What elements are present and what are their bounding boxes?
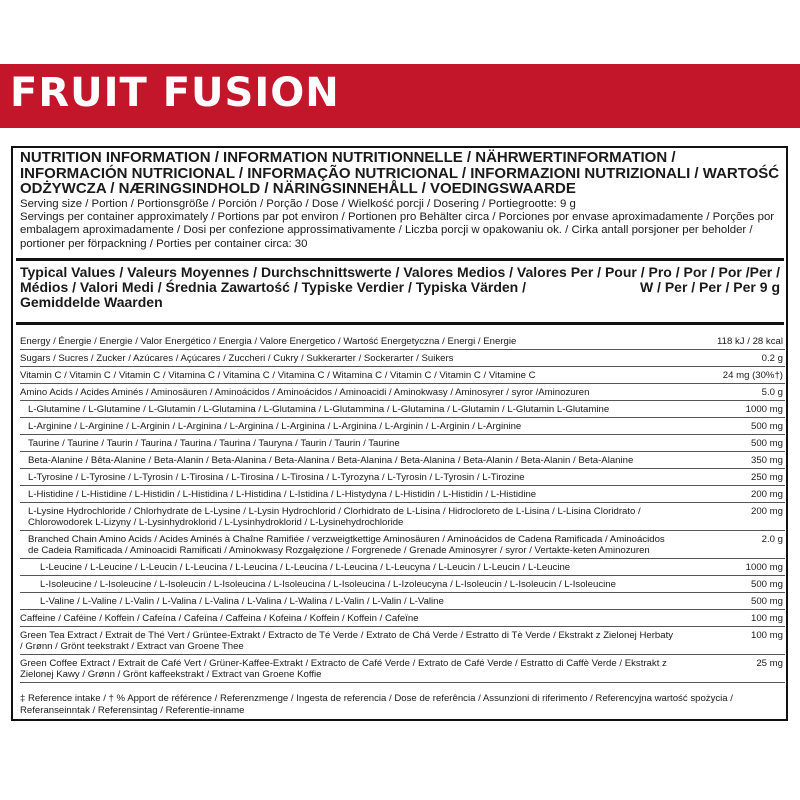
serving-info [20, 198, 780, 251]
table-row [20, 627, 785, 655]
nutrient-name: Green Coffee Extract / Extrait de Café Vert / Grüner-Kaffee-Extrakt / Extracto de Café Verde / Extrato de Café Verde / Estratto di Caffè Verde / Ekstrakt z Zielonej Kawy / Grønn / Grönt kaffeekstrakt / Extract van Groene Koffie [20, 658, 667, 680]
nutrient-name: Vitamin C / Vitamin C / Vitamin C / Vitamina C / Vitamina C / Vitamina C / Witamina C / Vitamin C / Vitamin C / Vitamine C [20, 370, 536, 381]
nutrient-name: Taurine / Taurine / Taurin / Taurina / Taurina / Taurina / Tauryna / Taurin / Taurin / Taurine [28, 438, 400, 449]
table-row [20, 469, 785, 486]
table-row [20, 593, 785, 610]
table-row [20, 576, 785, 593]
table-row [20, 384, 785, 401]
nutrient-value: 24 mg (30%†) [722, 370, 783, 381]
nutrient-value: 500 mg [751, 579, 783, 590]
divider-top [16, 258, 784, 261]
nutrient-value: 500 mg [751, 421, 783, 432]
nutrient-name: Caffeine / Caféine / Koffein / Cafeína / Cafeína / Caffeina / Kofeina / Koffein / Koffein / Cafeïne [20, 613, 419, 624]
nutrient-value: 0.2 g [761, 353, 783, 364]
nutrient-value: 1000 mg [745, 562, 783, 573]
typical-values-label: Typical Values / Valeurs Moyennes / Durchschnittswerte / Valores Medios / Valores Médios / Valori Medi / Średnia Zawartość / Typiske Verdier / Typiska Värden / Gemiddelde Waarden [20, 264, 567, 310]
table-row [20, 559, 785, 576]
table-row [20, 367, 785, 384]
nutrient-name: L-Valine / L-Valine / L-Valin / L-Valina / L-Valina / L-Valina / L-Walina / L-Valin / L-Valin / L-Valine [40, 596, 444, 607]
nutrient-name: L-Tyrosine / L-Tyrosine / L-Tyrosin / L-Tirosina / L-Tirosina / L-Tirosina / L-Tyrozyna / L-Tyrosin / L-Tyrosin / L-Tirozine [28, 472, 525, 483]
footnote: ‡ Reference intake / † % Apport de référence / Referenzmenge / Ingesta de referencia / Dose de referência / Assunzioni di riferimento / Referencyjna wartość spożycia / Referanseinntak / Referensintag / Referentie-inname [20, 693, 733, 716]
nutrient-value: 118 kJ / 28 kcal [717, 336, 783, 347]
table-row [20, 655, 785, 683]
table-row [20, 401, 785, 418]
nutrient-value: 1000 mg [745, 404, 783, 415]
nutrient-value: 200 mg [751, 506, 783, 517]
nutrition-table [20, 333, 785, 683]
nutrition-heading: NUTRITION INFORMATION / INFORMATION NUTRITIONNELLE / NÄHRWERTINFORMATION / INFORMACIÓN NUTRICIONAL / INFORMAÇÃO NUTRICIONAL / INFORMAZIONI NUTRIZIONALI / WARTOŚĆ ODŻYWCZA / NÆRINGSINDHOLD / NÄRINGSINNEHÅLL / VOEDINGSWAARDE [20, 149, 780, 197]
nutrient-value: 500 mg [751, 438, 783, 449]
nutrient-name: L-Lysine Hydrochloride / Chlorhydrate de L-Lysine / L-Lysin Hydrochlorid / Clorhidrato de L-Lisina / Hidrocloreto de L-Lisina / L-Lisina Cloridrato / Chlorowodorek L-Lizyny / L-Lysinhydroklorid / L-Lysinhydroklorid / L-Lysinehydrochloride [28, 506, 641, 528]
nutrient-name: L-Glutamine / L-Glutamine / L-Glutamin / L-Glutamina / L-Glutamina / L-Glutammina / L-Glutamina / L-Glutamin / L-Glutamin L-Glutamine [28, 404, 610, 415]
table-row [20, 610, 785, 627]
table-row [20, 503, 785, 531]
nutrient-value: 350 mg [751, 455, 783, 466]
nutrient-name: Amino Acids / Acides Aminés / Aminosäuren / Aminoácidos / Aminoácidos / Aminoacidi / Aminokwasy / Aminosyrer / syror /Aminozuren [20, 387, 590, 398]
nutrient-value: 2.0 g [761, 534, 783, 545]
table-row [20, 333, 785, 350]
table-row [20, 452, 785, 469]
table-row [20, 350, 785, 367]
nutrient-name: L-Leucine / L-Leucine / L-Leucin / L-Leucina / L-Leucina / L-Leucina / L-Leucina / L-Leucyna / L-Leucin / L-Leucin / L-Leucine [40, 562, 571, 573]
table-row [20, 418, 785, 435]
nutrient-name: Branched Chain Amino Acids / Acides Aminés à Chaîne Ramifiée / verzweigtkettige Aminosäuren / Aminoácidos de Cadena Ramificada / Aminoácidos de Cadeia Ramificada / Aminoacidi Ramificati / Aminokwasy Rozgałęzione / Forgrenede / Grenade Aminosyrer / syror / Vertakte-keten Aminozuren [28, 534, 665, 556]
nutrient-name: Sugars / Sucres / Zucker / Azúcares / Açúcares / Zuccheri / Cukry / Sukkerarter / Sockerarter / Suikers [20, 353, 454, 364]
nutrient-name: L-Isoleucine / L-Isoleucine / L-Isoleucin / L-Isoleucina / L-Isoleucina / L-Isoleucina / L-Izoleucyna / L-Isoleucin / L-Isoleucin / L-Isoleucine [40, 579, 616, 590]
table-row [20, 486, 785, 503]
nutrient-name: L-Histidine / L-Histidine / L-Histidin / L-Histidina / L-Histidina / L-Istidina / L-Histydyna / L-Histidin / L-Histidin / L-Histidine [28, 489, 537, 500]
nutrient-name: Energy / Énergie / Energie / Valor Energético / Energia / Valore Energetico / Wartość Energetyczna / Energi / Energie [20, 336, 517, 347]
per-serving-label: Per / Pour / Pro / Por / Por /Per / W / Per / Per / Per 9 g [570, 264, 780, 295]
nutrient-value: 25 mg [756, 658, 783, 669]
nutrient-name: Green Tea Extract / Extrait de Thé Vert / Grüntee-Extrakt / Extracto de Té Verde / Extrato de Chá Verde / Estratto di Tè Verde / Ekstrakt z Zielonej Herbaty / Grønn / Grönt teekstrakt / Extract van Groene Thee [20, 630, 674, 652]
nutrient-value: 5.0 g [761, 387, 783, 398]
divider-mid [16, 322, 784, 325]
nutrient-value: 500 mg [751, 596, 783, 607]
nutrient-name: Beta-Alanine / Bêta-Alanine / Beta-Alanin / Beta-Alanina / Beta-Alanina / Beta-Alanina / Beta-Alanina / Beta-Alanin / Beta-Alanin / Beta-Alanine [28, 455, 634, 466]
product-banner [0, 64, 800, 128]
nutrient-value: 200 mg [751, 489, 783, 500]
table-row [20, 435, 785, 452]
nutrient-name: L-Arginine / L-Arginine / L-Arginin / L-Arginina / L-Arginina / L-Arginina / L-Arginina / L-Arginin / L-Arginin / L-Arginine [28, 421, 522, 432]
nutrient-value: 250 mg [751, 472, 783, 483]
nutrient-value: 100 mg [751, 630, 783, 641]
table-row [20, 531, 785, 559]
nutrient-value: 100 mg [751, 613, 783, 624]
product-title: FRUIT FUSION [10, 70, 340, 116]
serving-info-text: Serving size / Portion / Portionsgröße / Porción / Porção / Dose / Wielkość porcji / Dosering / Portiegrootte: 9 g Servings per container approximately / Portions par pot environ / Portionen pro Behälter circa / Porciones por envase aproximadamente / Porções por embalagem aproximadamente / Dosi per confezione approssimativamente / Liczba porcji w opakowaniu ok. / Cirka antall porsjoner per beholder / portioner per förpackning / Porties per container circa: 30 [20, 198, 775, 250]
